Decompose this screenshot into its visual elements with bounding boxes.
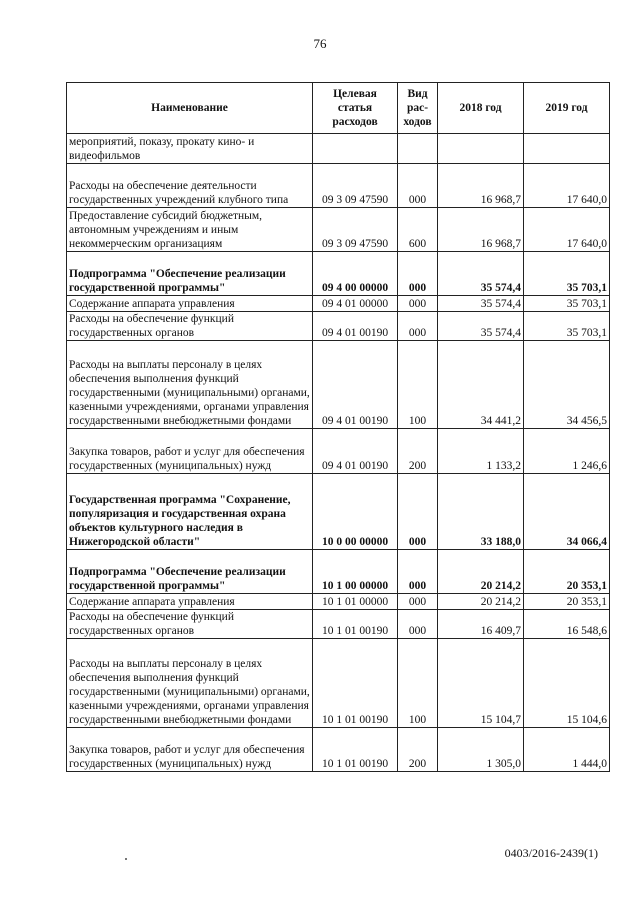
cell-name: Государственная программа "Сохранение, популяризация и государственная охрана объектов культурного наследия в Нижегородской области" xyxy=(67,474,313,550)
cell-amount-2018: 15 104,7 xyxy=(438,639,524,728)
cell-target-article: 10 0 00 00000 xyxy=(313,474,398,550)
header-2019: 2019 год xyxy=(524,83,610,134)
cell-amount-2019: 15 104,6 xyxy=(524,639,610,728)
cell-amount-2019: 17 640,0 xyxy=(524,208,610,252)
table-row xyxy=(67,639,610,728)
cell-expense-type: 000 xyxy=(398,550,438,594)
cell-amount-2018: 35 574,4 xyxy=(438,252,524,296)
header-expense-type: Вид рас-ходов xyxy=(398,83,438,134)
table-row xyxy=(67,474,610,550)
cell-name: Предоставление субсидий бюджетным, автономным учреждениям и иным некоммерческим организациям xyxy=(67,208,313,252)
cell-expense-type: 100 xyxy=(398,341,438,429)
table-row xyxy=(67,610,610,639)
header-name: Наименование xyxy=(67,83,313,134)
table-row xyxy=(67,594,610,610)
cell-expense-type: 000 xyxy=(398,610,438,639)
cell-amount-2019: 1 444,0 xyxy=(524,728,610,772)
cell-target-article xyxy=(313,134,398,164)
header-target-article: Целевая статья расходов xyxy=(313,83,398,134)
cell-amount-2018: 33 188,0 xyxy=(438,474,524,550)
cell-expense-type: 000 xyxy=(398,164,438,208)
cell-target-article: 09 4 01 00190 xyxy=(313,312,398,341)
cell-name: Содержание аппарата управления xyxy=(67,296,313,312)
cell-amount-2019: 16 548,6 xyxy=(524,610,610,639)
cell-expense-type: 000 xyxy=(398,296,438,312)
table-row xyxy=(67,208,610,252)
document-code: 0403/2016-2439(1) xyxy=(504,846,598,860)
cell-expense-type: 000 xyxy=(398,312,438,341)
cell-amount-2018: 1 133,2 xyxy=(438,429,524,474)
cell-name: Расходы на обеспечение функций государственных органов xyxy=(67,312,313,341)
cell-amount-2019: 35 703,1 xyxy=(524,252,610,296)
cell-name: Подпрограмма "Обеспечение реализации государственной программы" xyxy=(67,550,313,594)
cell-amount-2018: 20 214,2 xyxy=(438,594,524,610)
table-row xyxy=(67,550,610,594)
table-row xyxy=(67,728,610,772)
cell-expense-type xyxy=(398,134,438,164)
cell-amount-2019: 35 703,1 xyxy=(524,296,610,312)
cell-amount-2018: 1 305,0 xyxy=(438,728,524,772)
table-header-row xyxy=(67,83,610,134)
cell-target-article: 09 4 01 00190 xyxy=(313,429,398,474)
cell-name: Закупка товаров, работ и услуг для обеспечения государственных (муниципальных) нужд xyxy=(67,728,313,772)
table-row xyxy=(67,164,610,208)
cell-amount-2019: 17 640,0 xyxy=(524,164,610,208)
cell-amount-2018: 20 214,2 xyxy=(438,550,524,594)
header-2018: 2018 год xyxy=(438,83,524,134)
cell-name: Содержание аппарата управления xyxy=(67,594,313,610)
cell-target-article: 10 1 01 00000 xyxy=(313,594,398,610)
cell-target-article: 10 1 00 00000 xyxy=(313,550,398,594)
cell-amount-2018: 16 968,7 xyxy=(438,208,524,252)
cell-amount-2018 xyxy=(438,134,524,164)
cell-expense-type: 000 xyxy=(398,474,438,550)
cell-amount-2018: 16 409,7 xyxy=(438,610,524,639)
cell-target-article: 09 3 09 47590 xyxy=(313,164,398,208)
page-number: 76 xyxy=(313,36,327,51)
cell-target-article: 10 1 01 00190 xyxy=(313,728,398,772)
scan-speck xyxy=(125,858,127,860)
cell-expense-type: 100 xyxy=(398,639,438,728)
cell-expense-type: 000 xyxy=(398,594,438,610)
table-row xyxy=(67,296,610,312)
cell-name: Расходы на обеспечение функций государственных органов xyxy=(67,610,313,639)
budget-table xyxy=(66,82,610,772)
table-row xyxy=(67,312,610,341)
cell-name: Подпрограмма "Обеспечение реализации государственной программы" xyxy=(67,252,313,296)
cell-target-article: 10 1 01 00190 xyxy=(313,639,398,728)
cell-target-article: 09 4 01 00190 xyxy=(313,341,398,429)
cell-target-article: 10 1 01 00190 xyxy=(313,610,398,639)
table-row xyxy=(67,429,610,474)
cell-expense-type: 200 xyxy=(398,728,438,772)
cell-amount-2019: 20 353,1 xyxy=(524,594,610,610)
cell-amount-2018: 34 441,2 xyxy=(438,341,524,429)
table-body xyxy=(67,134,610,772)
cell-expense-type: 200 xyxy=(398,429,438,474)
cell-target-article: 09 4 00 00000 xyxy=(313,252,398,296)
cell-target-article: 09 4 01 00000 xyxy=(313,296,398,312)
cell-amount-2019: 35 703,1 xyxy=(524,312,610,341)
cell-amount-2019 xyxy=(524,134,610,164)
cell-name: Расходы на выплаты персоналу в целях обеспечения выполнения функций государственными (муниципальными) органами, казенными учреждениями, органами управления государственными внебюджетными фондами xyxy=(67,341,313,429)
cell-name: мероприятий, показу, прокату кино- и видеофильмов xyxy=(67,134,313,164)
table-row xyxy=(67,252,610,296)
cell-amount-2018: 35 574,4 xyxy=(438,312,524,341)
cell-amount-2019: 20 353,1 xyxy=(524,550,610,594)
cell-amount-2019: 34 066,4 xyxy=(524,474,610,550)
cell-amount-2018: 16 968,7 xyxy=(438,164,524,208)
cell-name: Закупка товаров, работ и услуг для обеспечения государственных (муниципальных) нужд xyxy=(67,429,313,474)
cell-amount-2019: 34 456,5 xyxy=(524,341,610,429)
cell-expense-type: 600 xyxy=(398,208,438,252)
cell-name: Расходы на обеспечение деятельности государственных учреждений клубного типа xyxy=(67,164,313,208)
cell-name: Расходы на выплаты персоналу в целях обеспечения выполнения функций государственными (муниципальными) органами, казенными учреждениями, органами управления государственными внебюджетными фондами xyxy=(67,639,313,728)
cell-target-article: 09 3 09 47590 xyxy=(313,208,398,252)
cell-amount-2018: 35 574,4 xyxy=(438,296,524,312)
table-row xyxy=(67,134,610,164)
cell-expense-type: 000 xyxy=(398,252,438,296)
cell-amount-2019: 1 246,6 xyxy=(524,429,610,474)
table-row xyxy=(67,341,610,429)
